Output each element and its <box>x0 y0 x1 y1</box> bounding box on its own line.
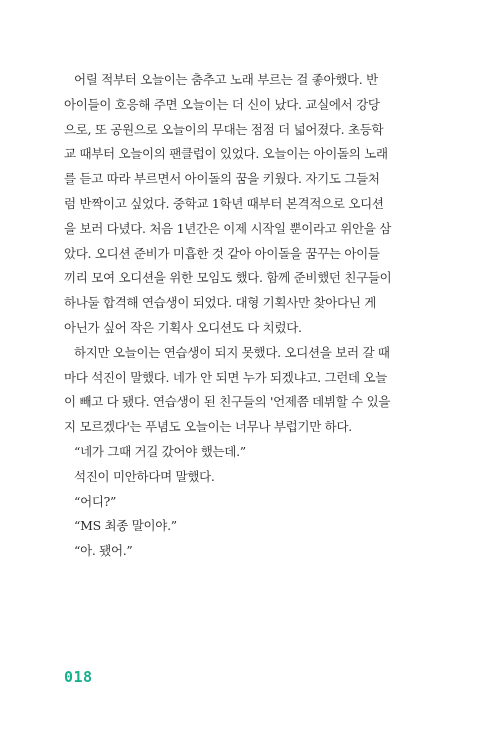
dialogue-line: “MS 최종 말이야.” <box>74 518 177 534</box>
text-line: 교 때부터 오늘이의 팬클럽이 있었다. 오늘이는 아이돌의 노래 <box>64 146 388 162</box>
text-line: 럼 반짝이고 싶었다. 중학교 1학년 때부터 본격적으로 오디션 <box>64 195 384 211</box>
text-line: 어릴 적부터 오늘이는 춤추고 노래 부르는 걸 좋아했다. 반 <box>74 72 378 87</box>
text-line: 끼리 모여 오디션을 위한 모임도 했다. 함께 준비했던 친구들이 <box>64 270 392 286</box>
text-line: 하지만 오늘이는 연습생이 되지 못했다. 오디션을 보러 갈 때 <box>74 344 390 360</box>
dialogue-line: “네가 그때 거길 갔어야 했는데.” <box>74 443 246 459</box>
text-line: 을 보러 다녔다. 처음 1년간은 이제 시작일 뿐이라고 위안을 삼 <box>64 220 391 236</box>
text-line: 아이들이 호응해 주면 오늘이는 더 신이 났다. 교실에서 강당 <box>64 96 380 112</box>
text-line: 아닌가 싶어 작은 기획사 오디션도 다 치렀다. <box>64 319 302 335</box>
dialogue-line: “어디?” <box>74 493 117 509</box>
text-line: 석진이 미안하다며 말했다. <box>74 468 215 484</box>
page-number: 018 <box>64 668 93 686</box>
body-text <box>64 68 424 564</box>
text-line: 마다 석진이 말했다. 네가 안 되면 누가 되겠냐고. 그런데 오늘 <box>64 369 388 385</box>
text-line: 를 듣고 따라 부르면서 아이돌의 꿈을 키웠다. 자기도 그들처 <box>64 171 380 187</box>
text-line: 이 빼고 다 됐다. 연습생이 된 친구들의 '언제쯤 데뷔할 수 있을 <box>64 394 391 410</box>
text-line: 았다. 오디션 준비가 미흡한 것 같아 아이돌을 꿈꾸는 아이들 <box>64 245 380 261</box>
text-line: 으로, 또 공원으로 오늘이의 무대는 점점 더 넓어졌다. 초등학 <box>64 121 384 137</box>
dialogue-line: “아. 됐어.” <box>74 543 133 559</box>
text-line: 지 모르겠다'는 푸념도 오늘이는 너무나 부럽기만 하다. <box>64 419 352 435</box>
text-line: 하나둘 합격해 연습생이 되었다. 대형 기획사만 찾아다닌 게 <box>64 295 376 311</box>
